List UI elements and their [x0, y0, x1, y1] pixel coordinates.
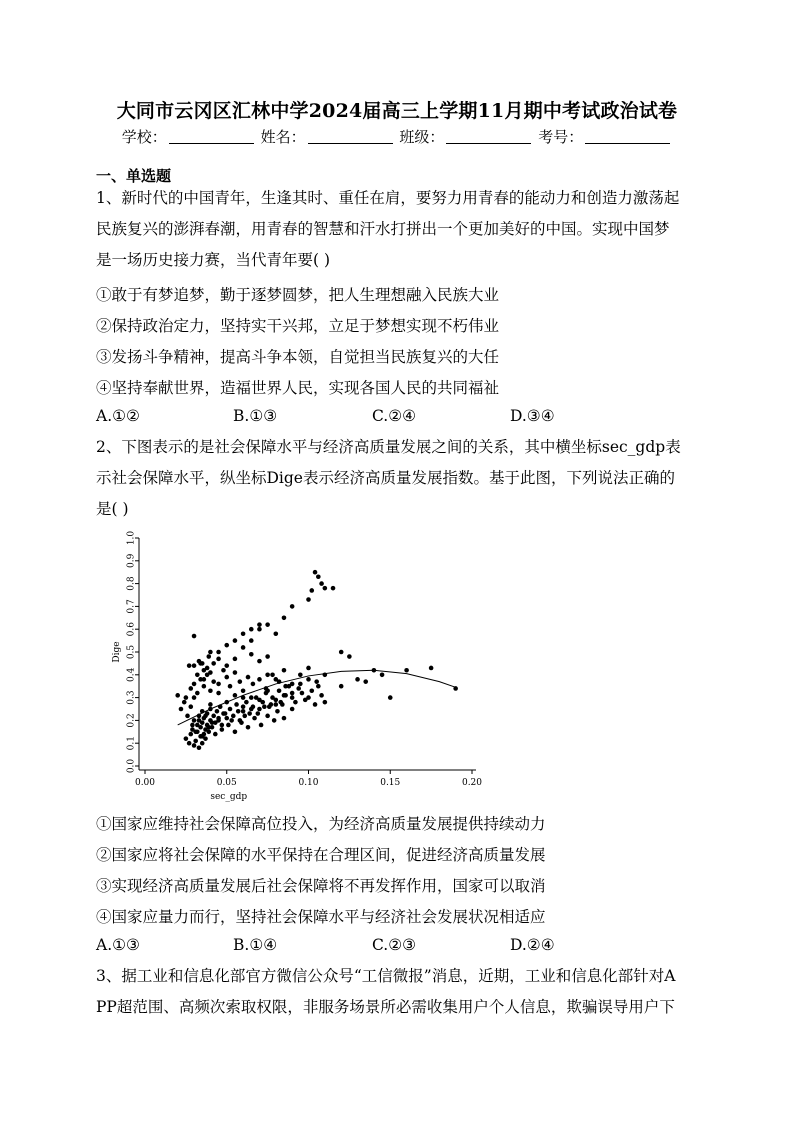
- data-point: [251, 682, 256, 687]
- data-point: [200, 734, 205, 739]
- data-point: [231, 714, 236, 719]
- data-point: [306, 695, 311, 700]
- data-point: [290, 691, 295, 696]
- data-point: [246, 725, 251, 730]
- data-point: [257, 707, 262, 712]
- data-point: [198, 661, 203, 666]
- data-point: [293, 700, 298, 705]
- data-point: [192, 634, 197, 639]
- data-point: [347, 654, 352, 659]
- data-point: [249, 652, 254, 657]
- data-point: [241, 704, 246, 709]
- data-point: [228, 707, 233, 712]
- q2-choice-d[interactable]: D.②④: [510, 936, 555, 954]
- class-label: 班级：: [399, 128, 445, 146]
- data-point: [290, 695, 295, 700]
- data-point: [274, 677, 279, 682]
- data-point: [197, 718, 202, 723]
- q2-choice-b[interactable]: B.①④: [233, 936, 278, 954]
- data-point: [190, 723, 195, 728]
- data-point: [388, 695, 393, 700]
- data-point: [233, 730, 238, 735]
- school-label: 学校：: [121, 128, 167, 146]
- data-point: [192, 718, 197, 723]
- data-point: [313, 702, 318, 707]
- q2-statement-3: ③实现经济高质量发展后社会保障将不再发挥作用，国家可以取消: [96, 877, 546, 895]
- data-point: [259, 723, 264, 728]
- question-line: PP超范围、高频次索取权限，非服务场景所必需收集用户个人信息，欺骗误导用户下: [96, 998, 675, 1016]
- data-point: [296, 686, 301, 691]
- data-point: [339, 650, 344, 655]
- data-point: [233, 657, 238, 662]
- data-point: [275, 709, 280, 714]
- q1-statement-4: ④坚持奉献世界，造福世界人民，实现各国人民的共同福祉: [96, 379, 500, 397]
- q2-choice-c[interactable]: C.②③: [372, 936, 417, 954]
- data-point: [242, 714, 247, 719]
- data-point: [220, 727, 225, 732]
- data-point: [323, 586, 328, 591]
- data-point: [233, 670, 238, 675]
- data-point: [210, 720, 215, 725]
- data-point: [256, 711, 261, 716]
- data-point: [249, 707, 254, 712]
- q2-statement-1: ①国家应维持社会保障高位投入，为经济高质量发展提供持续动力: [96, 815, 546, 833]
- data-point: [257, 698, 262, 703]
- data-point: [265, 622, 270, 627]
- y-tick-label: 0.5: [126, 644, 137, 660]
- data-point: [380, 673, 385, 678]
- data-point: [319, 693, 324, 698]
- question-line: 示社会保障水平，纵坐标Dige表示经济高质量发展指数。基于此图，下列说法正确的: [96, 469, 675, 487]
- data-point: [208, 670, 213, 675]
- y-tick-label: 0.7: [126, 599, 137, 614]
- data-point: [198, 725, 203, 730]
- q1-statement-2: ②保持政治定力，坚持实干兴邦，立足于梦想实现不朽伟业: [96, 317, 500, 335]
- data-point: [241, 645, 246, 650]
- name-field[interactable]: [308, 129, 393, 144]
- data-point: [192, 682, 197, 687]
- data-point: [290, 604, 295, 609]
- data-point: [216, 682, 221, 687]
- q2-choice-a[interactable]: A.①③: [96, 936, 140, 954]
- data-point: [306, 597, 311, 602]
- data-point: [216, 716, 221, 721]
- data-point: [262, 704, 267, 709]
- q1-statement-3: ③发扬斗争精神，提高斗争本领，自觉担当民族复兴的大任: [96, 348, 500, 366]
- data-point: [179, 707, 184, 712]
- data-point: [175, 693, 180, 698]
- question-line: 2、下图表示的是社会保障水平与经济高质量发展之间的关系，其中横坐标sec_gdp表: [96, 438, 681, 456]
- x-tick-label: 0.15: [380, 778, 401, 788]
- data-point: [249, 627, 254, 632]
- data-point: [274, 631, 279, 636]
- data-point: [226, 723, 231, 728]
- data-point: [257, 677, 262, 682]
- y-tick-label: 0.0: [126, 758, 137, 774]
- data-point: [228, 684, 233, 689]
- data-point: [355, 677, 360, 682]
- data-point: [265, 673, 270, 678]
- data-point: [206, 654, 211, 659]
- data-point: [233, 638, 238, 643]
- data-point: [265, 688, 270, 693]
- data-point: [203, 714, 208, 719]
- data-point: [241, 709, 246, 714]
- data-point: [220, 723, 225, 728]
- question-2-stem: [96, 432, 706, 525]
- number-label: 考号：: [538, 128, 584, 146]
- data-point: [319, 581, 324, 586]
- question-line: 3、据工业和信息化部官方微信公众号“工信微报”消息，近期，工业和信息化部针对A: [96, 967, 676, 985]
- data-point: [216, 650, 221, 655]
- data-point: [187, 741, 192, 746]
- data-point: [188, 732, 193, 737]
- y-tick-label: 0.2: [126, 713, 137, 728]
- data-point: [188, 686, 193, 691]
- question-1-stem: [96, 183, 706, 276]
- x-axis-label: sec_gdp: [210, 792, 248, 802]
- data-point: [265, 654, 270, 659]
- data-point: [224, 716, 229, 721]
- data-point: [313, 570, 318, 575]
- data-point: [404, 668, 409, 673]
- data-point: [316, 574, 321, 579]
- data-point: [257, 622, 262, 627]
- data-point: [202, 684, 207, 689]
- data-point: [208, 702, 213, 707]
- data-point: [206, 730, 211, 735]
- data-point: [298, 682, 303, 687]
- data-point: [236, 709, 241, 714]
- data-point: [223, 711, 228, 716]
- data-point: [247, 711, 252, 716]
- data-point: [257, 627, 262, 632]
- q1-choice-c[interactable]: C.②④: [372, 407, 417, 425]
- data-point: [306, 677, 311, 682]
- data-point: [192, 663, 197, 668]
- data-point: [205, 666, 210, 671]
- x-tick-label: 0.00: [134, 778, 156, 788]
- question-3-stem: [96, 961, 706, 1023]
- data-point: [197, 745, 202, 750]
- data-point: [184, 695, 189, 700]
- q1-choice-d[interactable]: D.③④: [510, 407, 555, 425]
- data-point: [241, 688, 246, 693]
- scatter-chart: [110, 528, 490, 806]
- school-field[interactable]: [169, 129, 254, 144]
- q2-statement-2: ②国家应将社会保障的水平保持在合理区间，促进经济高质量发展: [96, 846, 546, 864]
- y-tick-label: 0.1: [126, 736, 137, 751]
- data-point: [244, 700, 249, 705]
- data-point: [316, 684, 321, 689]
- data-point: [192, 695, 197, 700]
- data-point: [331, 586, 336, 591]
- data-point: [252, 716, 257, 721]
- data-point: [224, 675, 229, 680]
- q1-choice-b[interactable]: B.①③: [233, 407, 278, 425]
- x-tick-label: 0.20: [461, 778, 483, 788]
- data-point: [200, 741, 205, 746]
- data-point: [290, 707, 295, 712]
- data-point: [283, 684, 288, 689]
- data-point: [224, 663, 229, 668]
- data-point: [192, 743, 197, 748]
- data-point: [195, 673, 200, 678]
- data-point: [306, 666, 311, 671]
- y-tick-label: 0.3: [126, 690, 137, 705]
- data-point: [274, 702, 279, 707]
- data-point: [211, 661, 216, 666]
- name-label: 姓名：: [260, 128, 306, 146]
- data-point: [238, 679, 243, 684]
- data-point: [234, 702, 239, 707]
- data-point: [298, 673, 303, 678]
- question-line: 是一场历史接力赛，当代青年要( ): [96, 251, 331, 269]
- data-point: [213, 732, 218, 737]
- section-heading: 一、单选题: [96, 167, 172, 185]
- data-point: [282, 716, 287, 721]
- data-point: [216, 691, 221, 696]
- data-point: [208, 688, 213, 693]
- question-line: 1、新时代的中国青年，生逢其时、重任在肩，要努力用青春的能动力和创造力激荡起: [96, 189, 680, 207]
- data-point: [211, 679, 216, 684]
- page-title: 大同市云冈区汇林中学2024届高三上学期11月期中考试政治试卷: [116, 100, 678, 122]
- y-tick-label: 1.0: [126, 530, 137, 546]
- data-point: [278, 700, 283, 705]
- data-point: [208, 650, 213, 655]
- data-point: [309, 688, 314, 693]
- data-point: [206, 725, 211, 730]
- data-point: [282, 668, 287, 673]
- y-axis-label: Dige: [112, 641, 122, 663]
- q2-statement-4: ④国家应量力而行，坚持社会保障水平与经济社会发展状况相适应: [96, 908, 546, 926]
- data-point: [282, 693, 287, 698]
- data-point: [187, 663, 192, 668]
- y-tick-label: 0.6: [126, 622, 137, 637]
- data-point: [290, 682, 295, 687]
- data-point: [257, 659, 262, 664]
- data-point: [277, 688, 282, 693]
- data-point: [193, 730, 198, 735]
- data-point: [233, 693, 238, 698]
- data-point: [216, 657, 221, 662]
- data-point: [241, 631, 246, 636]
- data-point: [193, 739, 198, 744]
- data-point: [309, 588, 314, 593]
- data-point: [270, 673, 275, 678]
- data-point: [184, 736, 189, 741]
- data-point: [323, 700, 328, 705]
- data-point: [249, 638, 254, 643]
- data-point: [246, 675, 251, 680]
- student-info-row: [0, 126, 794, 147]
- question-line: 民族复兴的澎湃春潮，用青春的智慧和汗水打拼出一个更加美好的中国。实现中国梦: [96, 220, 670, 238]
- q1-statement-1: ①敢于有梦追梦，勤于逐梦圆梦，把人生理想融入民族大业: [96, 286, 500, 304]
- y-tick-label: 0.9: [126, 553, 137, 568]
- data-point: [363, 679, 368, 684]
- number-field[interactable]: [585, 129, 670, 144]
- data-point: [195, 691, 200, 696]
- data-point: [274, 698, 279, 703]
- data-point: [215, 709, 220, 714]
- data-point: [265, 714, 270, 719]
- data-point: [272, 718, 277, 723]
- data-point: [202, 677, 207, 682]
- data-point: [182, 700, 187, 705]
- data-point: [229, 718, 234, 723]
- y-tick-label: 0.4: [126, 667, 137, 682]
- question-line: 是( ): [96, 500, 129, 518]
- data-point: [211, 714, 216, 719]
- x-tick-label: 0.05: [216, 778, 237, 788]
- data-point: [239, 720, 244, 725]
- data-point: [188, 704, 193, 709]
- data-point: [269, 702, 274, 707]
- data-point: [221, 668, 226, 673]
- data-point: [339, 684, 344, 689]
- data-point: [224, 643, 229, 648]
- data-point: [282, 616, 287, 621]
- y-tick-label: 0.8: [126, 576, 137, 591]
- class-field[interactable]: [446, 129, 531, 144]
- data-point: [429, 666, 434, 671]
- x-tick-label: 0.10: [298, 778, 319, 788]
- data-point: [185, 714, 190, 719]
- data-point: [249, 695, 254, 700]
- data-point: [314, 679, 319, 684]
- q1-choice-a[interactable]: A.①②: [96, 407, 140, 425]
- data-point: [300, 691, 305, 696]
